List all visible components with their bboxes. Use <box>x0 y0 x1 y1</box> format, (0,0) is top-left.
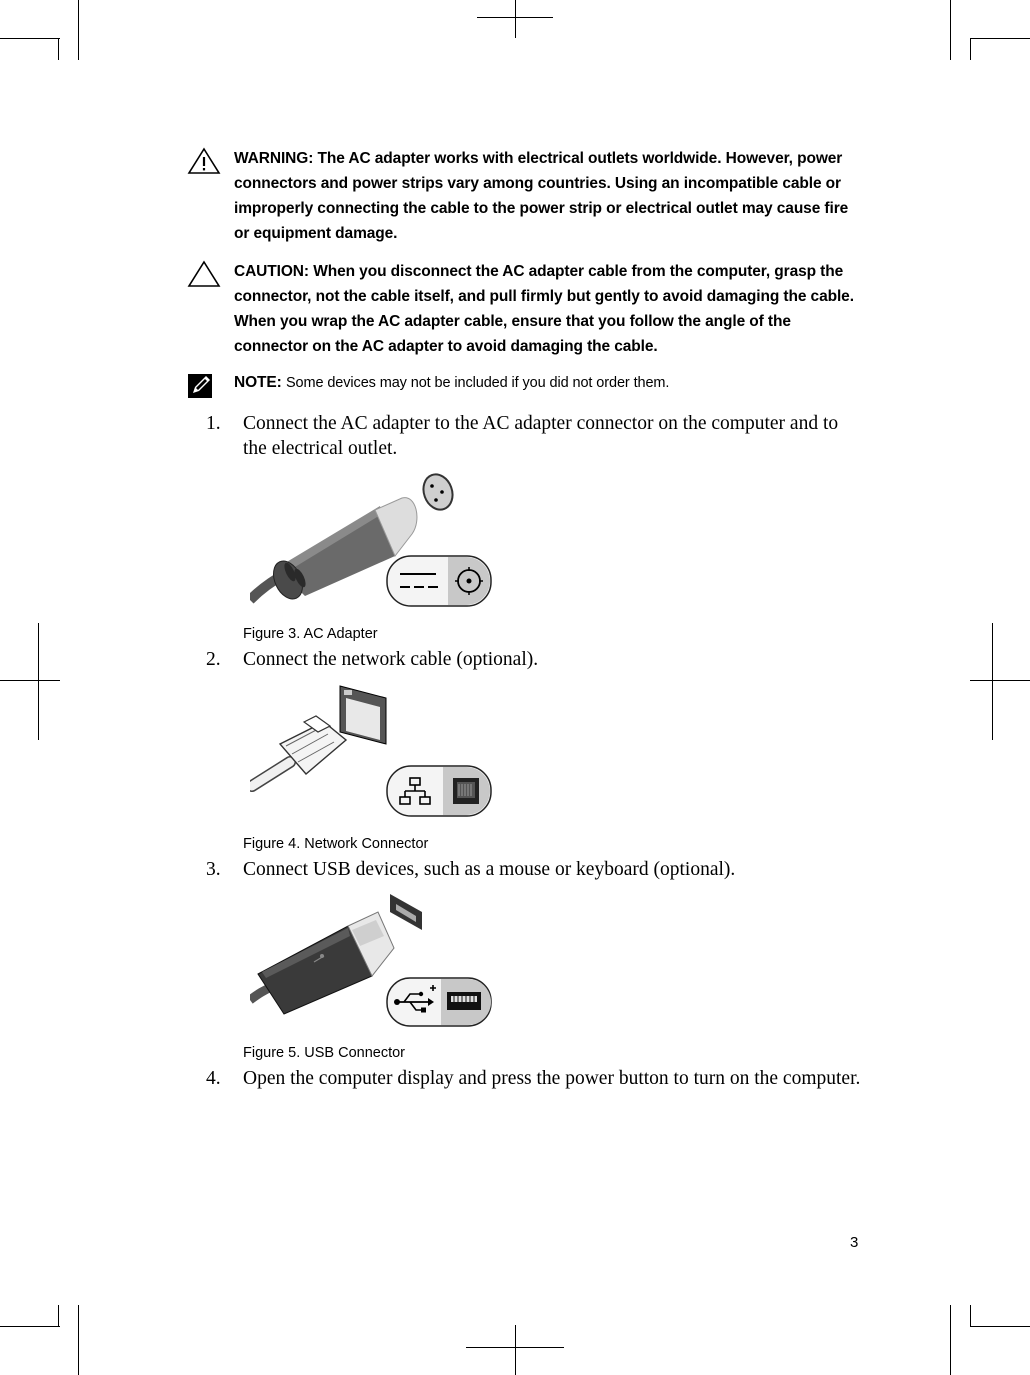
step-text: Connect USB devices, such as a mouse or keyboard (optional). <box>243 859 736 880</box>
note-text: Some devices may not be included if you did not order them. <box>285 375 670 391</box>
warning-icon <box>186 146 222 176</box>
usb-connector-illustration <box>250 890 500 1032</box>
warning-text: The AC adapter works with electrical outlets worldwide. However, power connectors and power strips vary among countries. Using an incompatible cable or improperly connecting the cable to the power strip or electrical outlet may cause fire or equipment damage. <box>234 150 849 242</box>
step-4 <box>206 1066 866 1091</box>
caution-label: CAUTION: <box>234 263 309 280</box>
step-text: Connect the network cable (optional). <box>243 649 539 670</box>
note-notice <box>186 370 866 396</box>
step-number: 1. <box>206 413 221 434</box>
ac-adapter-illustration <box>250 470 500 612</box>
caution-text: When you disconnect the AC adapter cable from the computer, grasp the connector, not the cable itself, and pull firmly but gently to avoid damaging the cable. When you wrap the AC adapter cable, ensure that you follow the angle of the connector on the AC adapter to avoid damaging the cable. <box>234 263 854 355</box>
step-1 <box>206 411 866 461</box>
step-2 <box>206 647 866 672</box>
figure-5-caption: Figure 5. USB Connector <box>243 1045 405 1061</box>
step-text: Open the computer display and press the power button to turn on the computer. <box>243 1068 861 1089</box>
warning-label: WARNING: <box>234 150 314 167</box>
figure-3-caption: Figure 3. AC Adapter <box>243 626 378 642</box>
page-number: 3 <box>850 1234 859 1251</box>
caution-notice <box>186 259 866 359</box>
step-3 <box>206 857 866 882</box>
figure-4-caption: Figure 4. Network Connector <box>243 836 429 852</box>
caution-icon <box>186 259 222 289</box>
step-text: Connect the AC adapter to the AC adapter connector on the computer and to the electrical outlet. <box>243 413 839 459</box>
step-number: 2. <box>206 649 221 670</box>
network-connector-illustration <box>250 682 500 820</box>
note-label: NOTE: <box>234 374 282 391</box>
warning-notice <box>186 146 866 246</box>
step-number: 3. <box>206 859 221 880</box>
note-pencil-icon <box>186 370 214 400</box>
step-number: 4. <box>206 1068 221 1089</box>
